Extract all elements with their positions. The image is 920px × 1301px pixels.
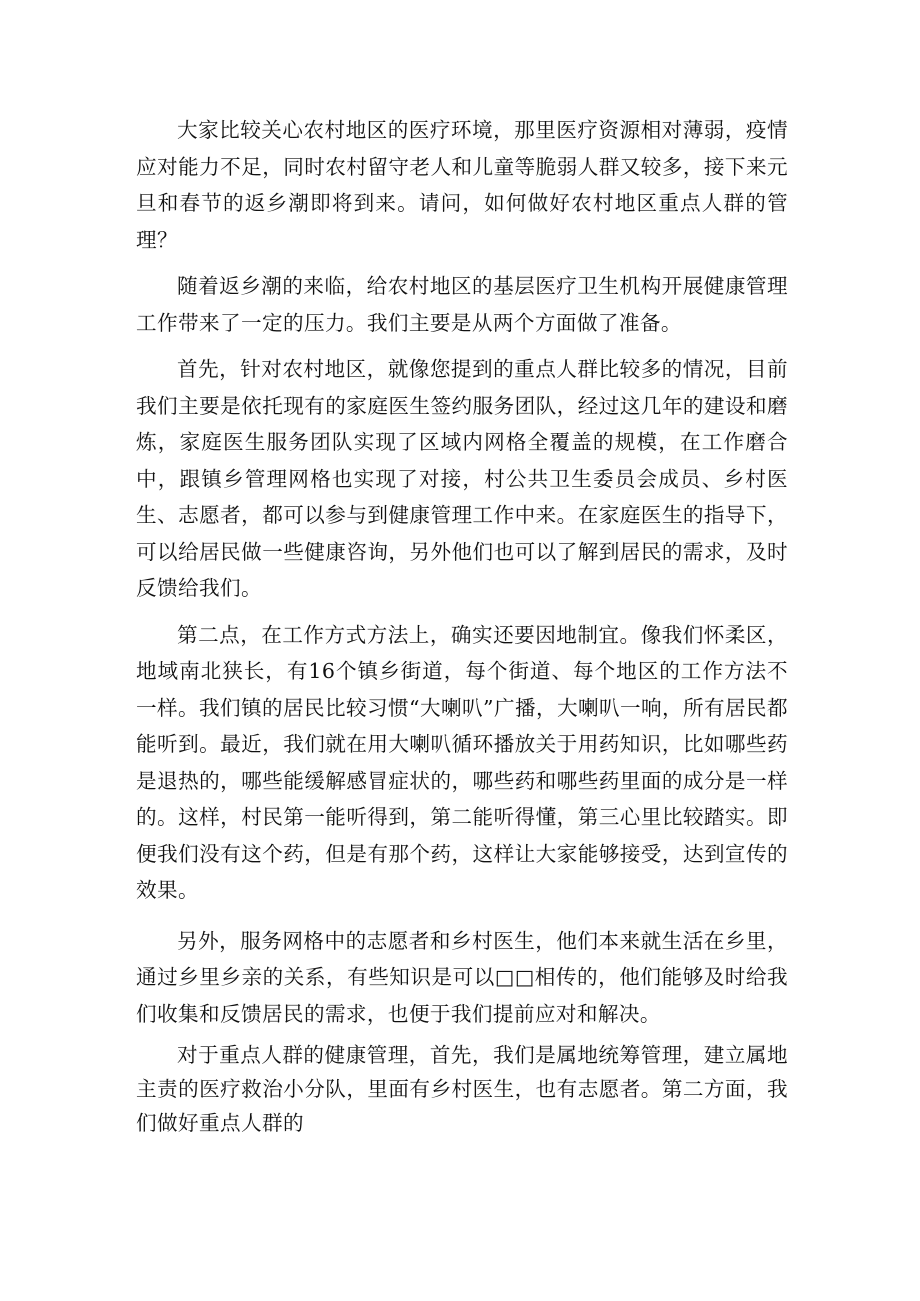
paragraph-additional: 另外，服务网格中的志愿者和乡村医生，他们本来就生活在乡里，通过乡里乡亲的关系，有些知识是可以□□相传的，他们能够及时给我们收集和反馈居民的需求，也便于我们提前应对和解决。 bbox=[136, 928, 788, 1026]
paragraph-second-point: 第二点，在工作方式方法上，确实还要因地制宜。像我们怀柔区，地域南北狭长，有16个镇乡街道，每个街道、每个地区的工作方法不一样。我们镇的居民比较习惯“大喇叭”广播，大喇叭一响，所有居民都能听到。最近，我们就在用大喇叭循环播放关于用药知识，比如哪些药是退热的，哪些能缓解感冒症状的，哪些药和哪些药里面的成分是一样的。这样，村民第一能听得到，第二能听得懂，第三心里比较踏实。即便我们没有这个药，但是有那个药，这样让大家能够接受，达到宣传的效果。 bbox=[136, 622, 788, 902]
paragraph-first-point: 首先，针对农村地区，就像您提到的重点人群比较多的情况，目前我们主要是依托现有的家庭医生签约服务团队，经过这几年的建设和磨炼，家庭医生服务团队实现了区域内网格全覆盖的规模，在工作磨合中，跟镇乡管理网格也实现了对接，村公共卫生委员会成员、乡村医生、志愿者，都可以参与到健康管理工作中来。在家庭医生的指导下，可以给居民做一些健康咨询，另外他们也可以了解到居民的需求，及时反馈给我们。 bbox=[136, 357, 788, 600]
document-page bbox=[136, 112, 788, 1292]
paragraph-answer-intro: 随着返乡潮的来临，给农村地区的基层医疗卫生机构开展健康管理工作带来了一定的压力。我们主要是从两个方面做了准备。 bbox=[136, 274, 788, 335]
paragraph-key-population: 对于重点人群的健康管理，首先，我们是属地统筹管理，建立属地主责的医疗救治小分队，里面有乡村医生，也有志愿者。第二方面，我们做好重点人群的 bbox=[136, 1043, 788, 1135]
paragraph-question: 大家比较关心农村地区的医疗环境，那里医疗资源相对薄弱，疫情应对能力不足，同时农村留守老人和儿童等脆弱人群又较多，接下来元旦和春节的返乡潮即将到来。请问，如何做好农村地区重点人群的管理？ bbox=[136, 118, 788, 252]
